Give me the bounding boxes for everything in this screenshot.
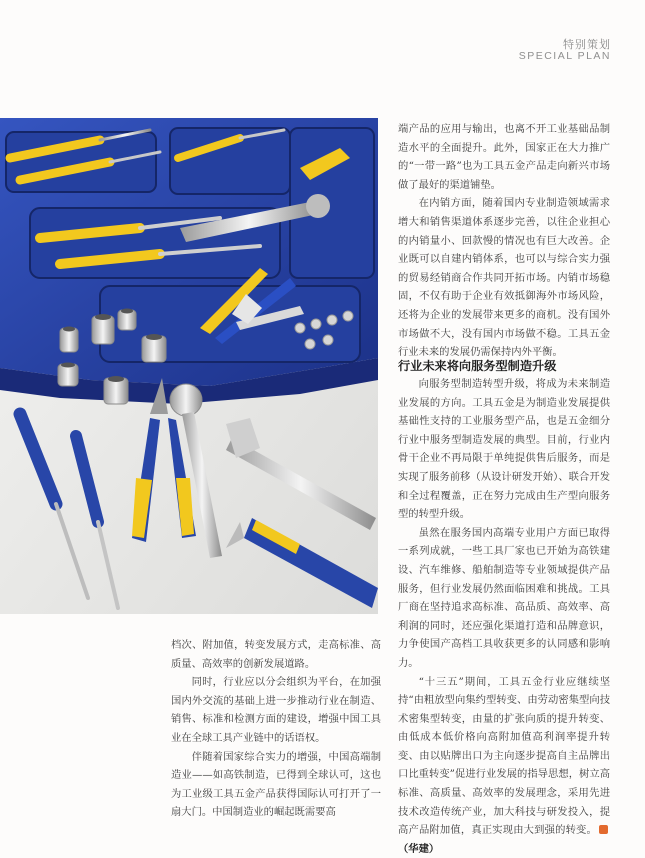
paragraph: 虽然在服务国内高端专业用户方面已取得一系列成就，一些工具厂家也已开始为高铁建设、汽车维修、船舶制造等专业领域提供产品服务，但行业发展仍然面临困难和挑战。工具厂商在坚持追求高标准、高品质、高效率、高利润的同时，还应强化渠道打造和品牌意识，力争使国产高档工具收获更多的认同感和影响力。	[398, 524, 610, 673]
section-label-cn: 特别策划	[563, 36, 611, 52]
paragraph-text: “十三五”期间，工具五金行业应继续坚持“由粗放型向集约型转变、由劳动密集型向技术密集型转变，由量的扩张向质的提升转变、由低成本低价格向高附加值高利润率提升转变、由以贴牌出口为主向逐步提高自主品牌出口比重转变”促进行业发展的指导思想，树立高标准、高质量、高效率的发展理念，采用先进技术改造传统产业，加大科技与研发投入，提高产品附加值，真正实现由大到强的转变。	[398, 676, 610, 837]
paragraph: 向服务型制造转型升级，将成为未来制造业发展的方向。工具五金是为制造业发展提供基础性支持的工业服务型产品，也是五金细分行业中服务型制造发展的典型。目前，行业内骨干企业不再局限于单纯提供售后服务，而是实现了服务前移（从设计研发开始）、联合开发和全过程覆盖，正在努力完成由生产型向服务型的转型升级。	[398, 375, 610, 524]
paragraph: 在内销方面，随着国内专业制造领域需求增大和销售渠道体系逐步完善，以往企业担心的内销量小、回款慢的情况也有巨大改善。企业既可以自建内销体系，也可以与综合实力强的贸易经销商合作共同开拓市场。内销市场稳固，不仅有助于企业有效抵御海外市场风险，还将为企业的发展带来更多的商机。没有国外市场做不大，没有国内市场做不稳。工具五金行业未来的发展仍需保持内外平衡。	[398, 194, 610, 361]
paragraph: 伴随着国家综合实力的增强，中国高端制造业——如高铁制造，已得到全球认可，这也为工业级工具五金产品获得国际认可打开了一扇大门。中国制造业的崛起既需要高	[171, 748, 381, 822]
paragraph: 同时，行业应以分会组织为平台，在加强国内外交流的基础上进一步推动行业在制造、销售、标准和检测方面的建设，增强中国工具业在全球工具产业链中的话语权。	[171, 673, 381, 747]
paragraph: 档次、附加值，转变发展方式，走高标准、高质量、高效率的创新发展道路。	[171, 636, 381, 673]
end-mark-icon	[599, 825, 608, 834]
left-column-bottom	[171, 636, 381, 822]
paragraph: 端产品的应用与输出，也离不开工业基础品制造水平的全面提升。此外，国家正在大力推广的“一带一路”也为工具五金产品走向新兴市场做了最好的渠道铺垫。	[398, 120, 610, 194]
paragraph-last	[398, 673, 610, 858]
author-credit: （华建）	[398, 843, 439, 855]
right-column-top	[398, 120, 610, 362]
section-heading: 行业未来将向服务型制造升级	[398, 357, 613, 374]
tool-kit-photo	[0, 118, 378, 614]
right-column-bottom	[398, 375, 610, 858]
section-label-en: SPECIAL PLAN	[519, 50, 611, 62]
